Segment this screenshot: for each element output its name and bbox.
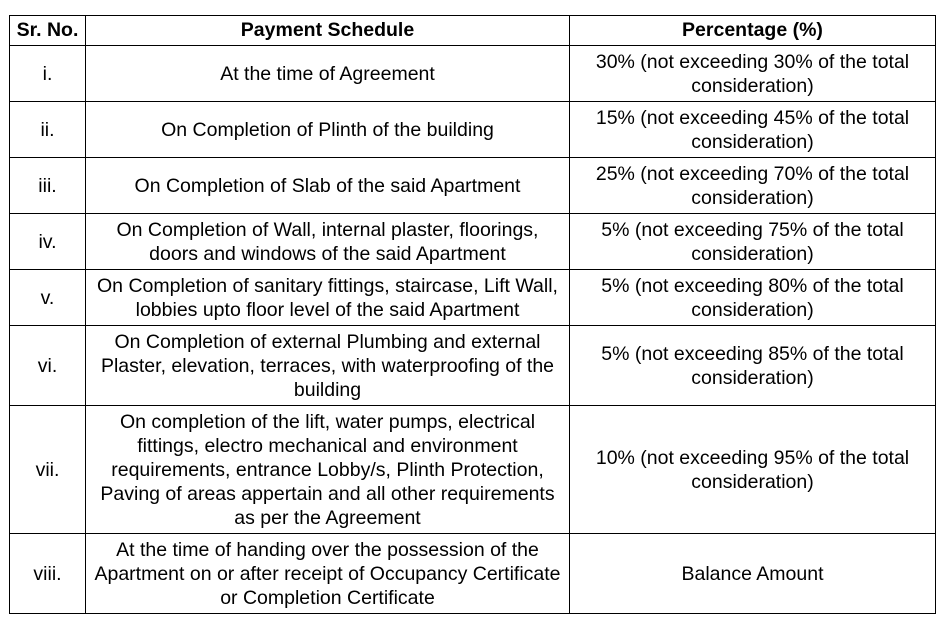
- table-row: [10, 326, 936, 406]
- schedule-cell: On Completion of Plinth of the building: [86, 102, 570, 158]
- percentage-cell: 25% (not exceeding 70% of the total consideration): [570, 158, 936, 214]
- sr-no-cell: viii.: [10, 534, 86, 614]
- schedule-cell: On Completion of Wall, internal plaster, floorings, doors and windows of the said Apartment: [86, 214, 570, 270]
- percentage-cell: 30% (not exceeding 30% of the total consideration): [570, 46, 936, 102]
- table-row: [10, 406, 936, 534]
- table-header: [10, 16, 936, 46]
- sr-no-cell: iii.: [10, 158, 86, 214]
- schedule-cell: On Completion of external Plumbing and external Plaster, elevation, terraces, with waterproofing of the building: [86, 326, 570, 406]
- table-row: [10, 214, 936, 270]
- schedule-cell: On Completion of Slab of the said Apartment: [86, 158, 570, 214]
- schedule-cell: At the time of handing over the possession of the Apartment on or after receipt of Occupancy Certificate or Completion Certificate: [86, 534, 570, 614]
- percentage-cell: 5% (not exceeding 80% of the total consideration): [570, 270, 936, 326]
- header-percentage: Percentage (%): [570, 16, 936, 46]
- sr-no-cell: v.: [10, 270, 86, 326]
- table-row: [10, 158, 936, 214]
- sr-no-cell: vi.: [10, 326, 86, 406]
- table-body: [10, 46, 936, 614]
- percentage-cell: 15% (not exceeding 45% of the total consideration): [570, 102, 936, 158]
- percentage-cell: 5% (not exceeding 85% of the total consideration): [570, 326, 936, 406]
- table-row: [10, 102, 936, 158]
- schedule-cell: At the time of Agreement: [86, 46, 570, 102]
- header-payment-schedule: Payment Schedule: [86, 16, 570, 46]
- payment-schedule-table: [9, 15, 936, 614]
- percentage-cell: Balance Amount: [570, 534, 936, 614]
- schedule-cell: On completion of the lift, water pumps, electrical fittings, electro mechanical and environment requirements, entrance Lobby/s, Plinth Protection, Paving of areas appertain and all other requirements as per the Agreement: [86, 406, 570, 534]
- schedule-cell: On Completion of sanitary fittings, staircase, Lift Wall, lobbies upto floor level of the said Apartment: [86, 270, 570, 326]
- table-row: [10, 46, 936, 102]
- header-row: [10, 16, 936, 46]
- sr-no-cell: iv.: [10, 214, 86, 270]
- table-row: [10, 534, 936, 614]
- table-row: [10, 270, 936, 326]
- percentage-cell: 10% (not exceeding 95% of the total consideration): [570, 406, 936, 534]
- sr-no-cell: i.: [10, 46, 86, 102]
- sr-no-cell: ii.: [10, 102, 86, 158]
- header-sr-no: Sr. No.: [10, 16, 86, 46]
- percentage-cell: 5% (not exceeding 75% of the total consideration): [570, 214, 936, 270]
- sr-no-cell: vii.: [10, 406, 86, 534]
